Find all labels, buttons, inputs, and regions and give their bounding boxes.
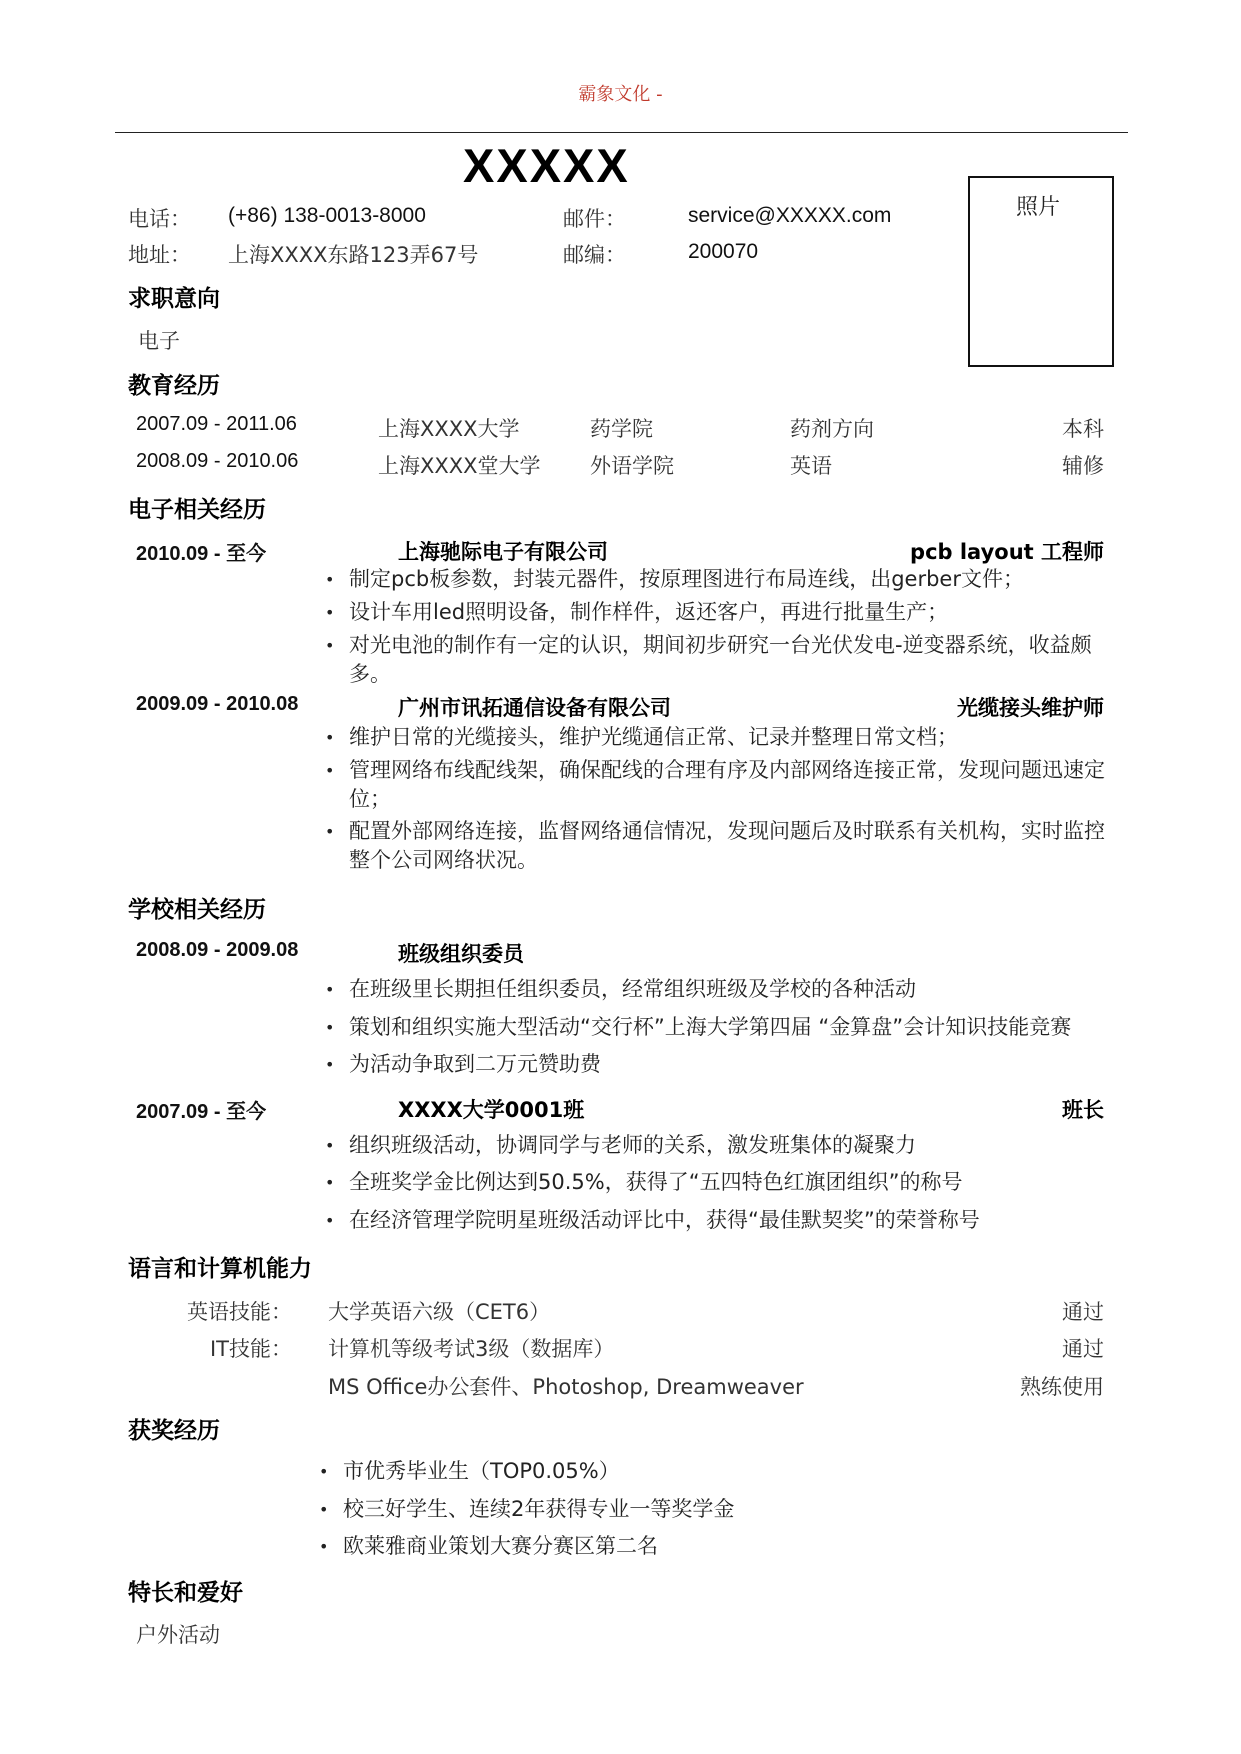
list-item: • 组织班级活动，协调同学与老师的关系，激发班集体的凝聚力 [325,1133,916,1157]
school-item-date: 2007.09 - 至今 [136,1101,267,1123]
job-company: 广州市讯拓通信设备有限公司 [398,696,671,720]
job-role: pcb layout 工程师 [910,540,1104,564]
candidate-name: XXXXX [463,139,630,192]
list-item: • 为活动争取到二万元赞助费 [325,1052,601,1076]
section-title-education: 教育经历 [128,373,220,399]
education-date: 2007.09 - 2011.06 [136,413,297,435]
skill-item: 大学英语六级（CET6） [328,1300,551,1324]
education-major: 药剂方向 [790,417,874,441]
skill-item: MS Office办公套件、Photoshop, Dreamweaver [328,1375,804,1399]
objective-value: 电子 [138,329,180,353]
list-item: • 全班奖学金比例达到50.5%，获得了“五四特色红旗团组织”的称号 [325,1170,963,1194]
zip-label: 邮编： [563,243,626,267]
education-major: 英语 [790,454,832,478]
list-item: • 校三好学生、连续2年获得专业一等奖学金 [319,1497,735,1521]
list-item: • 策划和组织实施大型活动“交行杯”上海大学第四届 “金算盘”会计知识技能竞赛 [325,1015,1072,1039]
email-value: service@XXXXX.com [688,204,892,227]
zip-value: 200070 [688,240,759,263]
school-item-date: 2008.09 - 2009.08 [136,939,299,961]
skill-label: IT技能： [209,1337,292,1361]
education-school: 上海XXXX大学 [378,417,520,441]
list-item: • 设计车用led照明设备，制作样件，返还客户，再进行批量生产； [325,600,949,624]
section-title-work: 电子相关经历 [128,497,266,523]
list-item: • 在经济管理学院明星班级活动评比中，获得“最佳默契奖”的荣誉称号 [325,1208,980,1232]
section-title-awards: 获奖经历 [128,1418,220,1444]
photo-placeholder [968,176,1114,367]
list-item: • 对光电池的制作有一定的认识，期间初步研究一台光伏发电-逆变器系统，收益颇多。 [325,633,1092,686]
education-college: 外语学院 [590,454,674,478]
education-degree: 辅修 [1062,454,1104,478]
skill-level: 熟练使用 [1020,1375,1104,1399]
hobbies-value: 户外活动 [136,1623,220,1647]
job-role: 光缆接头维护师 [957,696,1104,720]
section-title-school: 学校相关经历 [128,897,266,923]
job-date: 2009.09 - 2010.08 [136,693,299,715]
address-label: 地址： [128,243,191,267]
job-company: 上海驰际电子有限公司 [398,540,608,564]
list-item: • 市优秀毕业生（TOP0.05%） [319,1459,620,1483]
skill-label: 英语技能： [187,1300,292,1324]
skill-level: 通过 [1062,1337,1104,1361]
school-item-org: XXXX大学0001班 [398,1098,585,1122]
education-college: 药学院 [590,417,653,441]
section-title-hobbies: 特长和爱好 [128,1580,243,1606]
job-date: 2010.09 - 至今 [136,543,267,565]
list-item: • 管理网络布线配线架，确保配线的合理有序及内部网络连接正常，发现问题迅速定位； [325,758,1105,811]
skill-level: 通过 [1062,1300,1104,1324]
address-value: 上海XXXX东路123弄67号 [228,243,479,267]
email-label: 邮件： [563,207,626,231]
list-item: • 维护日常的光缆接头，维护光缆通信正常、记录并整理日常文档； [325,725,958,749]
list-item: • 在班级里长期担任组织委员，经常组织班级及学校的各种活动 [325,977,916,1001]
header-brand: 霸象文化 - [578,84,663,105]
education-school: 上海XXXX堂大学 [378,454,541,478]
school-item-role: 班长 [1062,1098,1104,1122]
list-item: • 欧莱雅商业策划大赛分赛区第二名 [319,1534,658,1558]
section-title-skills: 语言和计算机能力 [128,1256,312,1282]
list-item: • 配置外部网络连接，监督网络通信情况，发现问题后及时联系有关机构，实时监控整个公司网络状况。 [325,819,1105,872]
phone-value: (+86) 138-0013-8000 [228,204,426,227]
skill-item: 计算机等级考试3级（数据库） [328,1337,615,1361]
education-date: 2008.09 - 2010.06 [136,450,299,472]
section-title-objective: 求职意向 [128,286,220,312]
education-degree: 本科 [1062,417,1104,441]
photo-label: 照片 [1016,195,1061,220]
school-item-org: 班级组织委员 [398,942,524,966]
header-divider [115,132,1128,133]
list-item: • 制定pcb板参数，封装元器件，按原理图进行布局连线，出gerber文件； [325,567,1024,591]
phone-label: 电话： [128,207,191,231]
